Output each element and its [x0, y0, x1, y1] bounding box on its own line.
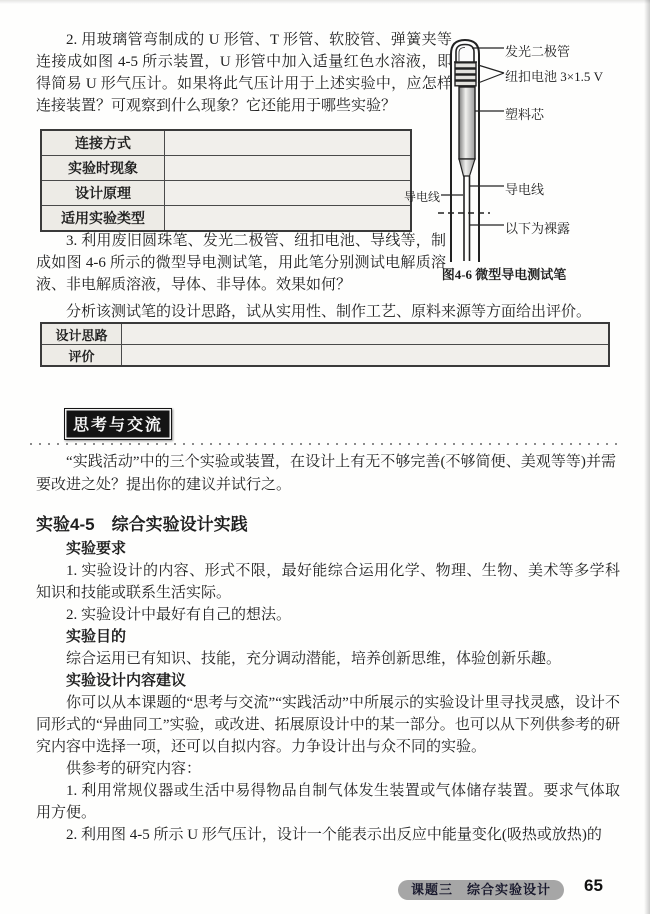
question-3-text: 3. 利用废旧圆珠笔、发光二极管、纽扣电池、导线等，制成如图 4-6 所示的微型导电测试笔，用此笔分别测试电解质溶液、非电解质溶液，导体、非导体。效果如何？ [36, 233, 446, 293]
requirements-heading: 实验要求 [66, 540, 127, 557]
think-and-exchange-header: 思考与交流 [64, 408, 172, 440]
experiment-4-5-body [36, 538, 620, 846]
table-row [41, 206, 411, 232]
table-row [41, 181, 411, 206]
purpose-heading: 实验目的 [66, 628, 127, 645]
reference-intro-text: 供参考的研究内容： [66, 761, 202, 777]
page-right-edge [644, 0, 650, 914]
row-label: 实验时现象 [41, 156, 165, 181]
reference-1-text: 1. 利用常规仪器或生活中易得物品自制气体发生装置或气体储存装置。要求气体取用方便。 [36, 783, 620, 821]
empty-answer-cell [122, 323, 610, 345]
empty-answer-cell [165, 156, 412, 181]
suggestions-heading: 实验设计内容建议 [66, 672, 187, 689]
suggestion-text: 你可以从本课题的“思考与交流”“实践活动”中所展示的实验设计里寻找灵感，设计不同形式的“异曲同工”实验，或改进、拓展原设计中的某一部分。也可以从下列供参考的研究内容中选择一项，还可以自拟内容。力争设计出与众不同的实验。 [36, 695, 620, 755]
question-2-text: 2. 用玻璃管弯制成的 U 形管、T 形管、软胶管、弹簧夹等连接成如图 4-5 所示装置，U 形管中加入适量红色水溶液，即得简易 U 形气压计。如果将此气压计用于上述实验中，应怎样连接装置？可观察到什么现象？它还能用于哪些实验？ [36, 32, 452, 114]
barometer-fill-table [40, 129, 412, 232]
question-3-analysis-text: 分析该测试笔的设计思路，试从实用性、制作工艺、原料来源等方面给出评价。 [66, 304, 592, 320]
page-number: 65 [584, 876, 603, 895]
plastic-core-shape [459, 87, 475, 159]
plastic-core-label: 塑料芯 [505, 107, 545, 122]
figure-caption: 图4-6 微型导电测试笔 [441, 267, 567, 282]
row-label: 连接方式 [41, 130, 165, 156]
battery-leader-wedge [478, 65, 504, 83]
table-row [41, 130, 411, 156]
row-label: 适用实验类型 [41, 206, 165, 232]
think-and-exchange-text: “实践活动”中的三个实验或装置，在设计上有无不够完善(不够简便、美观等等)并需要改进之处？提出你的建议并试行之。 [36, 454, 616, 493]
design-evaluation-table [40, 322, 610, 367]
row-label: 评价 [41, 345, 122, 367]
battery-label: 纽扣电池 3×1.5 V [505, 69, 603, 84]
purpose-text: 综合运用已有知识、技能，充分调动潜能，培养创新思维，体验创新乐趣。 [66, 651, 562, 667]
reference-2-text: 2. 利用图 4-5 所示 U 形气压计，设计一个能表示出反应中能量变化(吸热或放热)的 [66, 827, 602, 843]
table-row [41, 156, 411, 181]
experiment-4-5-title: 实验4-5 综合实验设计实践 [36, 515, 248, 534]
row-label: 设计原理 [41, 181, 165, 206]
core-taper-shape [459, 159, 475, 176]
dotted-divider [30, 443, 618, 445]
table-row [41, 345, 609, 367]
wire-right-label: 导电线 [505, 182, 545, 197]
empty-answer-cell [122, 345, 610, 367]
empty-answer-cell [165, 130, 412, 156]
bare-section-label: 以下为裸露 [505, 221, 571, 236]
led-label: 发光二极管 [505, 44, 571, 59]
row-label: 设计思路 [41, 323, 122, 345]
page-top-edge [0, 0, 650, 4]
requirement-2-text: 2. 实验设计中最好有自己的想法。 [66, 607, 292, 623]
requirement-1-text: 1. 实验设计的内容、形式不限，最好能综合运用化学、物理、生物、美术等多学科知识和技能或联系生活实际。 [36, 563, 620, 601]
wire-left-label: 导电线 [403, 190, 440, 204]
empty-answer-cell [165, 181, 412, 206]
footer-chapter-badge: 课题三 综合实验设计 [398, 880, 564, 900]
table-row [41, 323, 609, 345]
empty-answer-cell [165, 206, 412, 232]
